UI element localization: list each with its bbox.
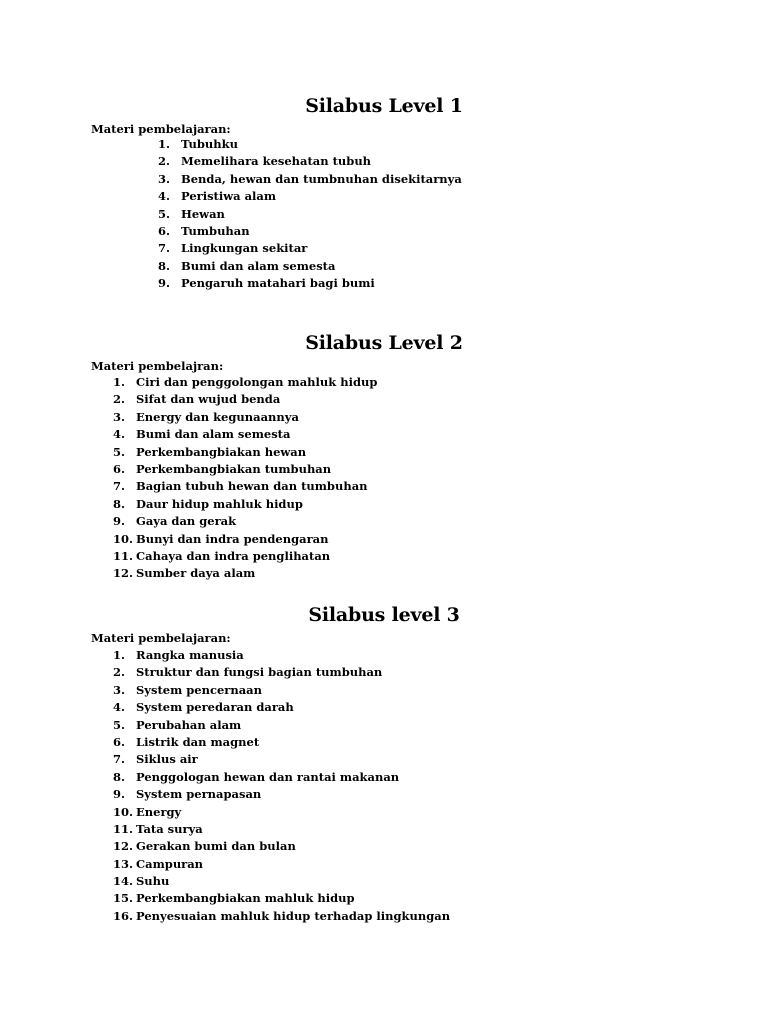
item-text: Tumbuhan [181,223,250,238]
section-title: Silabus Level 2 [305,332,463,354]
item-number: 12. [113,839,134,854]
item-number: 7. [113,479,126,494]
item-number: 12. [113,566,134,581]
item-text: Penggologan hewan dan rantai makanan [136,769,400,784]
item-number: 3. [113,409,126,424]
item-text: Perkembangbiakan hewan [136,444,307,459]
item-number: 10. [113,531,134,546]
item-text: Campuran [136,856,204,871]
item-text: Hewan [181,206,225,221]
item-text: Suhu [136,874,170,889]
item-number: 11. [113,548,134,563]
item-text: Sumber daya alam [136,566,256,581]
item-number: 1. [158,137,171,151]
item-text: Tata surya [136,821,203,836]
item-text: Perkembangbiakan mahluk hidup [136,891,355,906]
item-number: 5. [113,717,126,732]
item-text: System pencernaan [136,682,262,697]
item-text: Listrik dan magnet [136,734,260,749]
item-number: 2. [158,154,171,169]
syllabus-section-level-2 [0,331,768,581]
item-number: 7. [158,241,171,256]
item-number: 1. [113,648,126,662]
item-text: System pernapasan [136,787,262,802]
item-number: 8. [113,496,126,511]
section-title: Silabus Level 1 [305,95,463,117]
item-text: System peredaran darah [136,700,294,715]
item-text: Sifat dan wujud benda [136,392,281,407]
item-text: Bunyi dan indra pendengaran [136,531,329,546]
item-text: Penyesuaian mahluk hidup terhadap lingkungan [136,908,451,923]
syllabus-section-level-3 [0,603,768,923]
item-text: Lingkungan sekitar [181,241,308,256]
item-text: Bagian tubuh hewan dan tumbuhan [136,479,368,494]
item-number: 6. [113,734,126,749]
item-number: 4. [158,189,171,204]
item-text: Bumi dan alam semesta [181,258,336,273]
item-number: 6. [113,461,126,476]
item-text: Benda, hewan dan tumbnuhan disekitarnya [181,171,462,186]
item-text: Perubahan alam [136,717,242,732]
item-text: Peristiwa alam [181,189,277,204]
item-number: 6. [158,223,171,238]
item-number: 2. [113,392,126,407]
item-text: Ciri dan penggolongan mahluk hidup [136,375,378,389]
item-number: 3. [158,171,171,186]
item-number: 1. [113,375,126,389]
item-text: Tubuhku [181,137,238,151]
item-number: 9. [113,514,126,529]
item-number: 8. [113,769,126,784]
item-number: 7. [113,752,126,767]
item-number: 15. [113,891,134,906]
item-text: Struktur dan fungsi bagian tumbuhan [136,665,383,680]
item-text: Siklus air [136,752,198,767]
item-number: 2. [113,665,126,680]
item-number: 5. [158,206,171,221]
section-intro: Materi pembelajran: [91,359,224,373]
item-text: Energy [136,804,182,819]
item-number: 3. [113,682,126,697]
item-text: Gerakan bumi dan bulan [136,839,296,854]
section-intro: Materi pembelajaran: [91,631,231,645]
item-text: Cahaya dan indra penglihatan [136,548,331,563]
item-text: Gaya dan gerak [136,514,237,529]
item-number: 9. [113,787,126,802]
item-text: Energy dan kegunaannya [136,409,299,424]
item-text: Daur hidup mahluk hidup [136,496,303,511]
item-number: 5. [113,444,126,459]
item-text: Memelihara kesehatan tubuh [181,154,372,169]
item-number: 4. [113,700,126,715]
item-number: 11. [113,821,134,836]
item-text: Perkembangbiakan tumbuhan [136,461,332,476]
item-number: 16. [113,908,134,923]
item-number: 14. [113,874,134,889]
item-text: Bumi dan alam semesta [136,427,291,442]
item-text: Pengaruh matahari bagi bumi [181,276,375,291]
item-number: 13. [113,856,134,871]
item-number: 9. [158,276,171,291]
section-title: Silabus level 3 [308,604,460,626]
section-intro: Materi pembelajaran: [91,122,231,136]
item-text: Rangka manusia [136,648,244,662]
item-number: 8. [158,258,171,273]
item-number: 4. [113,427,126,442]
syllabus-section-level-1 [0,94,768,291]
item-number: 10. [113,804,134,819]
